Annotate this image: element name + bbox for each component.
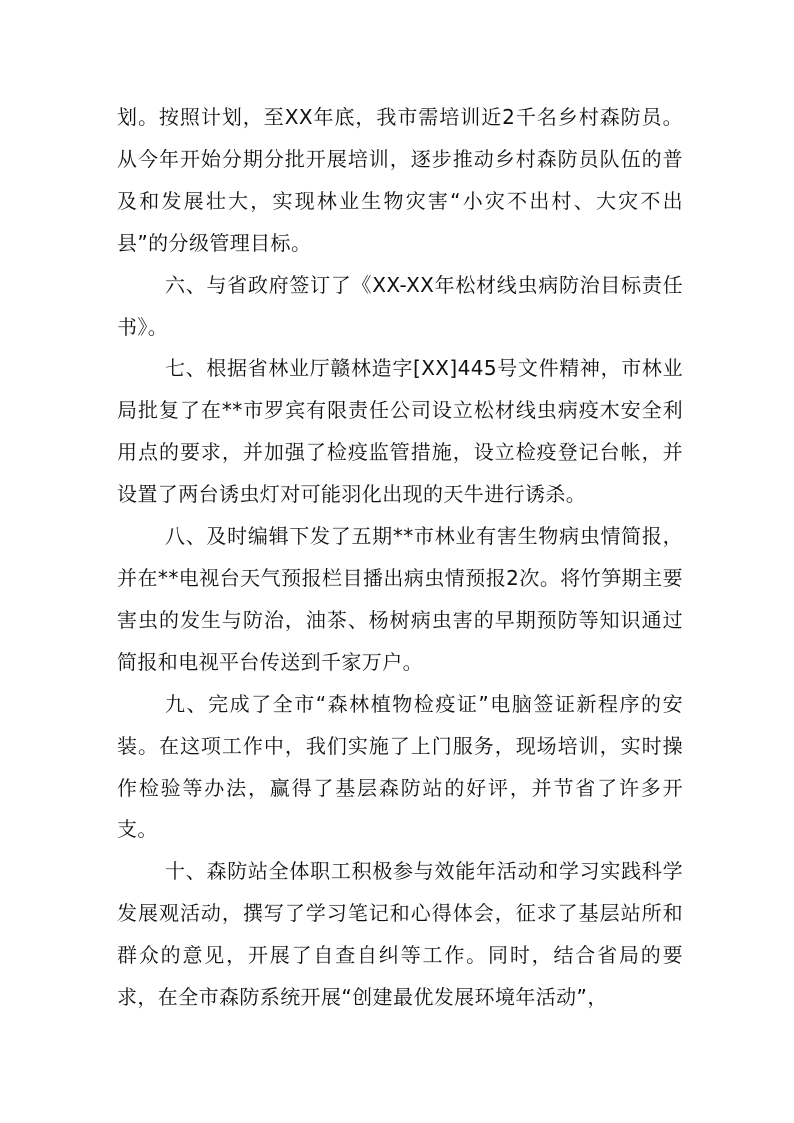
paragraph-continued: 划。按照计划，至XX年底，我市需培训近2千名乡村森防员。从今年开始分期分批开展培训，逐步推动乡村森防员队伍的普及和发展壮大，实现林业生物灾害“小灾不出村、大灾不出县”的分级管理目标。 — [117, 105, 683, 255]
paragraph-nine: 九、完成了全市“森林植物检疫证”电脑签证新程序的安装。在这项工作中，我们实施了上门服务，现场培训，实时操作检验等办法，赢得了基层森防站的好评，并节省了许多开支。 — [117, 691, 683, 842]
paragraph-seven: 七、根据省林业厅赣林造字[XX]445号文件精神，市林业局批复了在**市罗宾有限责任公司设立松材线虫病疫木安全利用点的要求，并加强了检疫监管措施，设立检疫登记台帐，并设置了两台诱虫灯对可能羽化出现的天牛进行诱杀。 — [117, 356, 683, 507]
paragraph-six: 六、与省政府签订了《XX-XX年松材线虫病防治目标责任书》。 — [117, 272, 683, 339]
paragraph-ten: 十、森防站全体职工积极参与效能年活动和学习实践科学发展观活动，撰写了学习笔记和心得体会，征求了基层站所和群众的意见，开展了自查自纠等工作。同时，结合省局的要求，在全市森防系统开展“创建最优发展环境年活动”， — [117, 859, 683, 1010]
paragraph-eight: 八、及时编辑下发了五期**市林业有害生物病虫情简报，并在**电视台天气预报栏目播出病虫情预报2次。将竹笋期主要害虫的发生与防治，油茶、杨树病虫害的早期预防等知识通过简报和电视平台传送到千家万户。 — [117, 524, 683, 674]
document-page — [117, 97, 683, 1019]
